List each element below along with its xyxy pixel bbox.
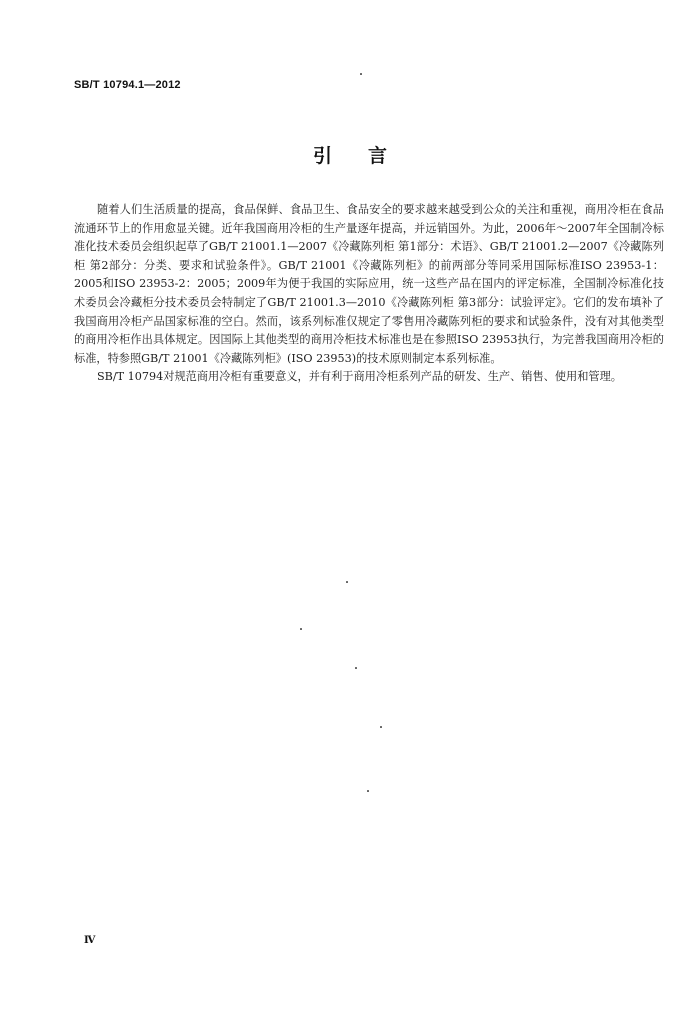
paragraph: SB/T 10794对规范商用冷柜有重要意义，并有利于商用冷柜系列产品的研发、生产、销售、使用和管理。 xyxy=(97,370,622,384)
introduction-body xyxy=(74,201,664,387)
scan-speck xyxy=(367,790,369,792)
scan-speck xyxy=(346,581,348,583)
paragraph: 随着人们生活质量的提高，食品保鲜、食品卫生、食品安全的要求越来越受到公众的关注和重视，商用冷柜在食品流通环节上的作用愈显关键。近年我国商用冷柜的生产量逐年提高，并远销国外。为此，2006年～2007年全国制冷标准化技术委员会组织起草了GB/T 21001.1—2007《冷藏陈列柜 第1部分：术语》、GB/T 21001.2—2007《冷藏陈列柜 第2部分：分类、要求和试验条件》。GB/T 21001《冷藏陈列柜》的前两部分等同采用国际标准ISO 23953-1：2005和ISO 23953-2：2005；2009年为便于我国的实际应用，统一这些产品在国内的评定标准，全国制冷标准化技术委员会冷藏柜分技术委员会特制定了GB/T 21001.3—2010《冷藏陈列柜 第3部分：试验评定》。它们的发布填补了我国商用冷柜产品国家标准的空白。然而，该系列标准仅规定了零售用冷藏陈列柜的要求和试验条件，没有对其他类型的商用冷柜作出具体规定。因国际上其他类型的商用冷柜技术标准也是在参照ISO 23953执行，为完善我国商用冷柜的标准，特参照GB/T 21001《冷藏陈列柜》(ISO 23953)的技术原则制定本系列标准。 xyxy=(74,203,664,365)
page-title xyxy=(0,141,700,168)
scan-speck xyxy=(300,628,302,630)
standard-code: SB/T 10794.1—2012 xyxy=(74,79,181,91)
title-char-2: 言 xyxy=(368,145,388,167)
scan-speck xyxy=(380,726,382,728)
scan-speck xyxy=(360,73,362,75)
scan-speck xyxy=(355,667,357,669)
title-char-1: 引 xyxy=(312,145,332,167)
page-number: Ⅳ xyxy=(84,935,96,946)
